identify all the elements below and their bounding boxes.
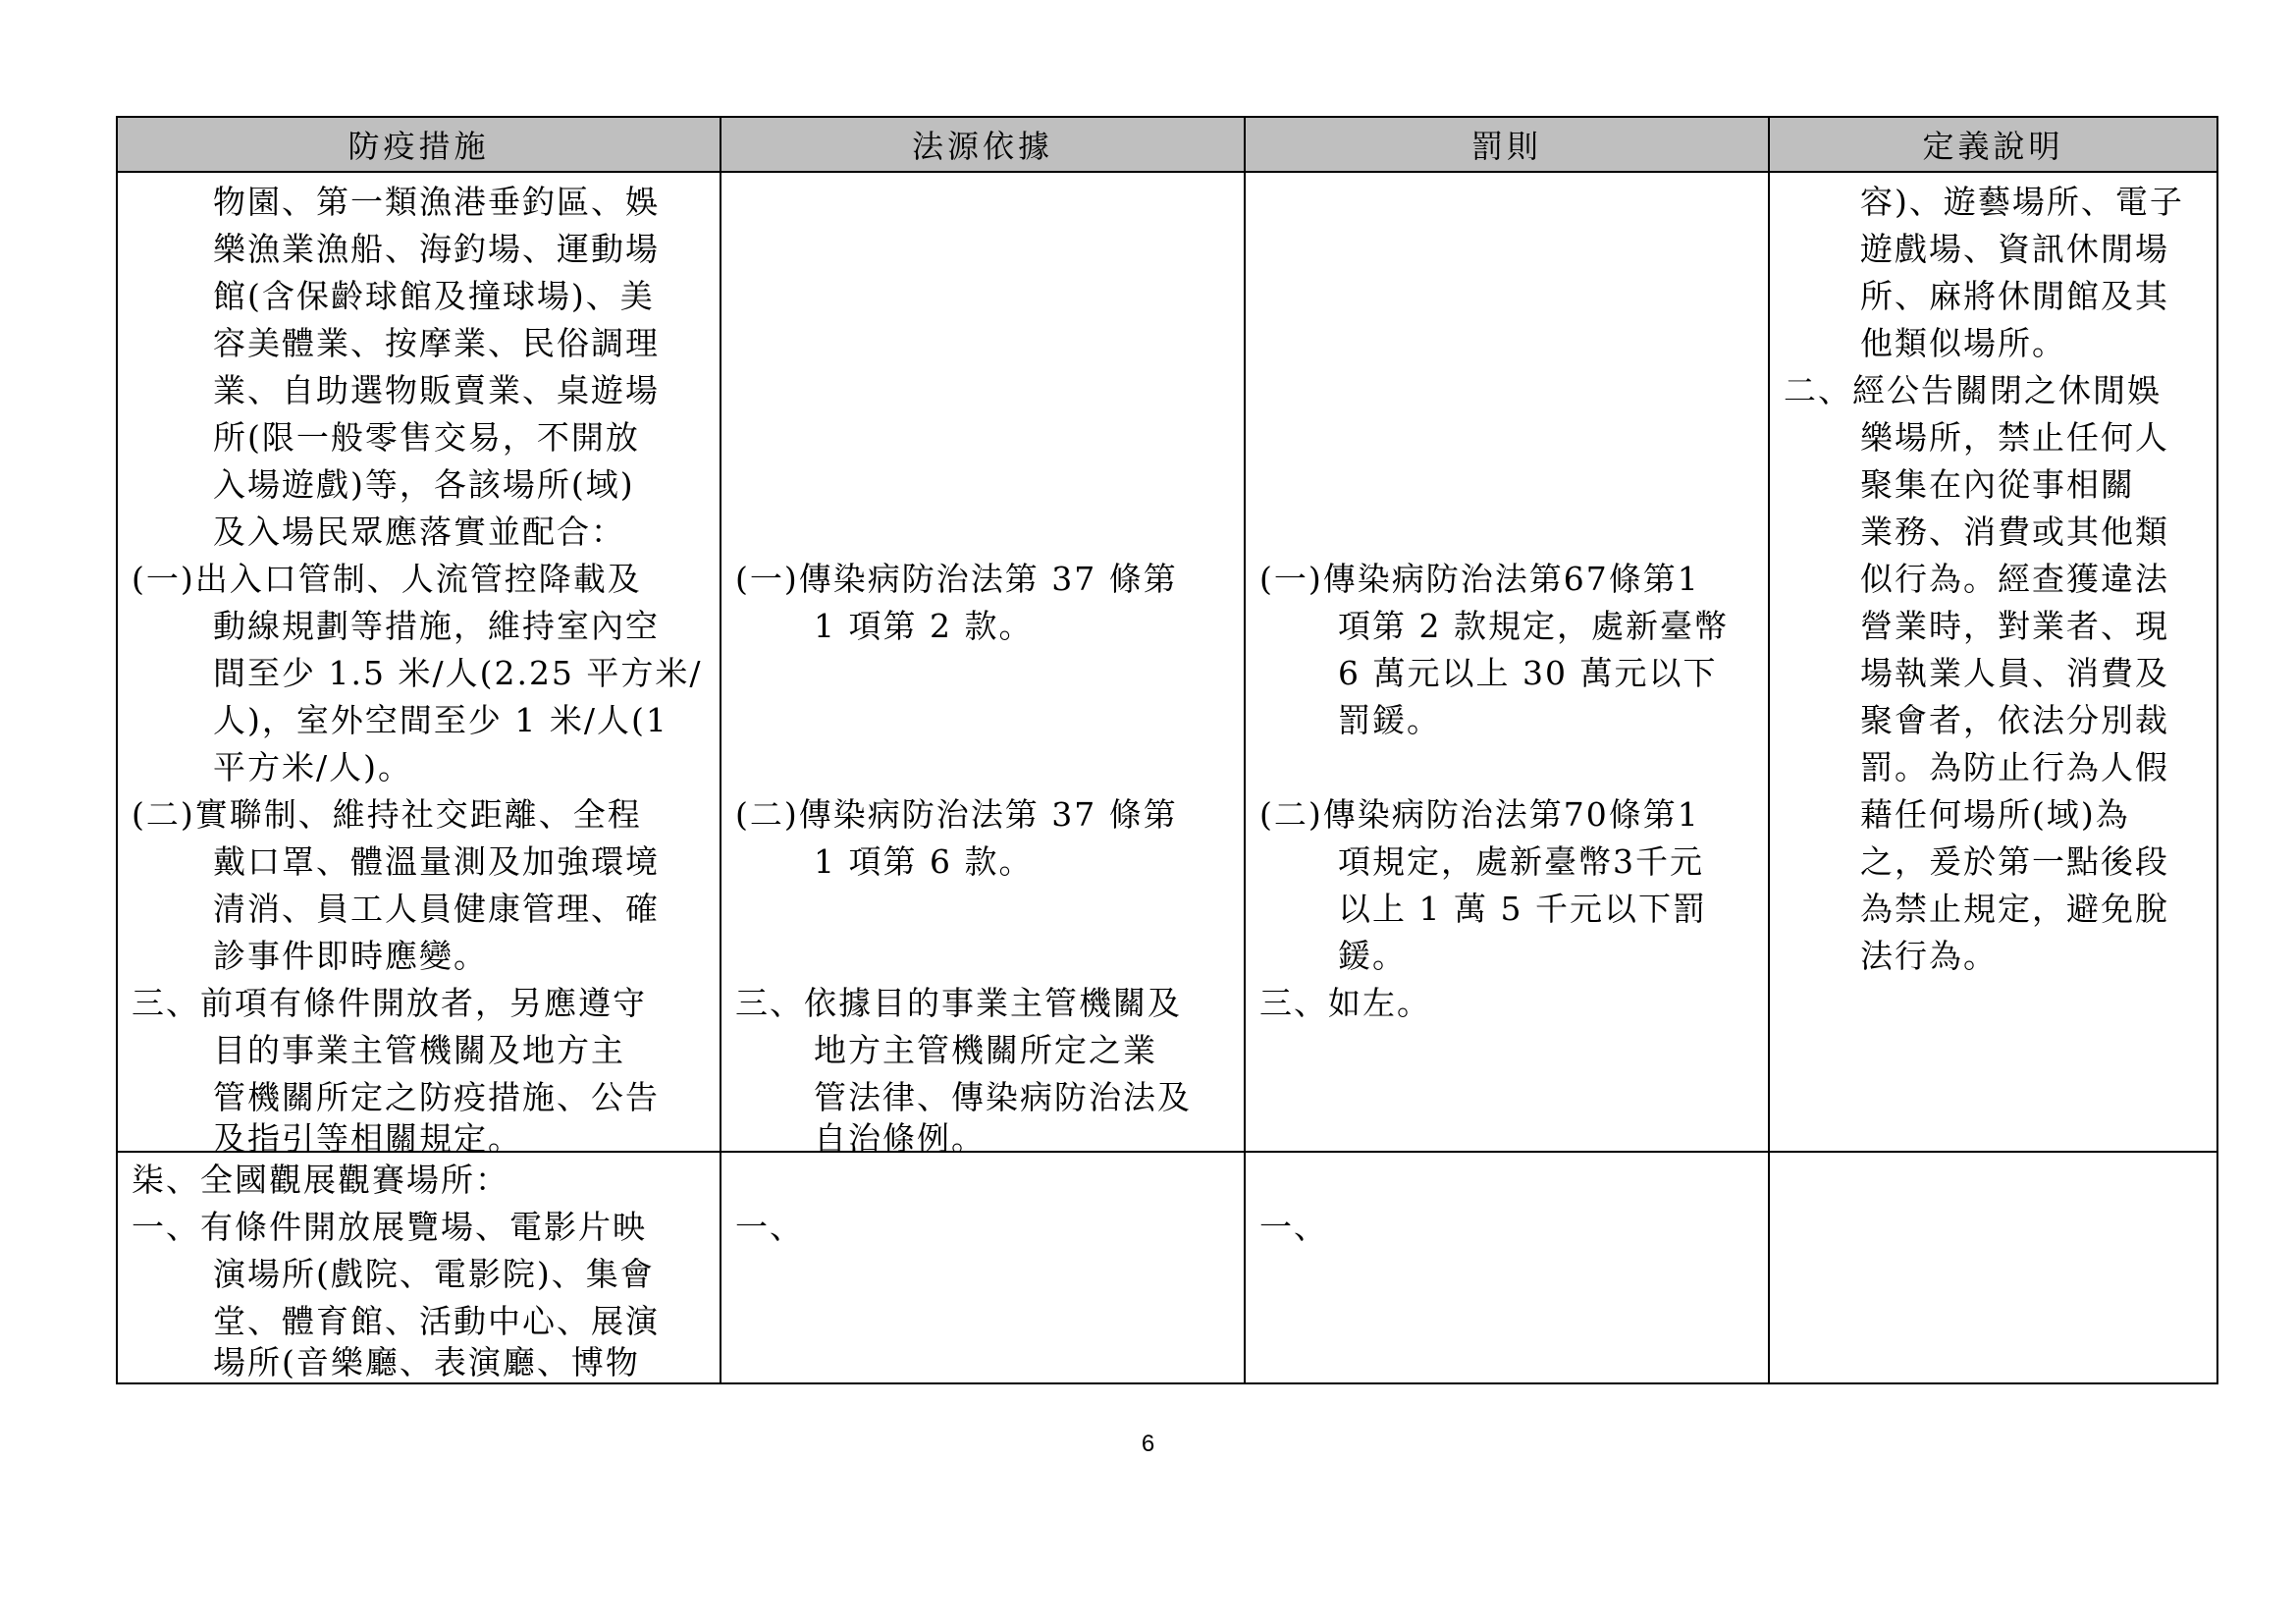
measures-cell: [117, 172, 721, 1158]
text-line: 診事件即時應變。: [213, 937, 488, 975]
text-line: 及指引等相關規定。: [213, 1119, 522, 1158]
header-legal-basis: 法源依據: [721, 117, 1245, 172]
header-definitions: 定義說明: [1769, 117, 2217, 172]
text-line: 人)，室外空間至少 1 米/人(1: [213, 701, 668, 739]
text-line: 遊戲場、資訊休閒場: [1860, 230, 2169, 268]
text-line: 他類似場所。: [1860, 324, 2066, 362]
penalties-cell: [1245, 172, 1769, 1152]
penalties-cell: [1245, 1152, 1769, 1383]
text-line: 1 項第 6 款。: [814, 842, 1034, 881]
text-line: 管法律、傳染病防治法及: [814, 1078, 1192, 1116]
text-line: 目的事業主管機關及地方主: [213, 1031, 625, 1069]
text-line: 場執業人員、消費及: [1860, 654, 2169, 692]
text-line: 柒、全國觀展觀賽場所：: [132, 1161, 509, 1199]
text-line: 營業時，對業者、現: [1860, 607, 2169, 645]
text-line: (二)實聯制、維持社交距離、全程: [132, 795, 642, 834]
header-measures: 防疫措施: [117, 117, 721, 172]
table-header-row: [117, 117, 2217, 172]
page-number: 6: [1141, 1431, 1155, 1457]
text-line: 管機關所定之防疫措施、公告: [213, 1078, 660, 1116]
text-line: 一、: [735, 1208, 804, 1246]
text-line: 藉任何場所(域)為: [1860, 795, 2130, 834]
text-line: 三、如左。: [1259, 984, 1431, 1022]
text-line: 平方米/人)。: [213, 748, 412, 786]
regulation-table: [116, 116, 2218, 1384]
measures-cell: [117, 1152, 721, 1383]
text-line: 及入場民眾應落實並配合：: [213, 513, 625, 551]
text-line: (一)出入口管制、人流管控降載及: [132, 560, 642, 598]
text-line: 容美體業、按摩業、民俗調理: [213, 324, 660, 362]
text-line: (一)傳染病防治法第 37 條第: [735, 560, 1178, 598]
text-line: 聚集在內從事相關: [1860, 465, 2135, 504]
text-line: (二)傳染病防治法第70條第1: [1259, 795, 1700, 834]
definitions-cell: [1769, 1152, 2217, 1383]
text-line: 三、前項有條件開放者，另應遵守: [132, 984, 647, 1022]
text-line: 館(含保齡球館及撞球場)、美: [213, 277, 655, 315]
definitions-cell: [1769, 172, 2217, 1152]
text-line: 罰。為防止行為人假: [1860, 748, 2169, 786]
text-line: 清消、員工人員健康管理、確: [213, 890, 660, 928]
legal-basis-cell: [721, 172, 1245, 1158]
text-line: 法行為。: [1860, 937, 1998, 975]
text-line: 罰鍰。: [1338, 701, 1441, 739]
text-line: 以上 1 萬 5 千元以下罰: [1338, 890, 1707, 928]
text-line: 項規定，處新臺幣3千元: [1338, 842, 1704, 881]
legal-basis-cell: [721, 1152, 1245, 1383]
text-line: 容)、遊藝場所、電子: [1860, 183, 2184, 221]
text-line: 堂、體育館、活動中心、展演: [213, 1302, 660, 1340]
text-line: 二、經公告關閉之休閒娛: [1784, 371, 2162, 409]
table-row: [117, 172, 2217, 1152]
text-line: 項第 2 款規定，處新臺幣: [1338, 607, 1729, 645]
text-line: 鍰。: [1338, 937, 1407, 975]
table-row: [117, 1152, 2217, 1383]
header-penalties: 罰則: [1245, 117, 1769, 172]
text-line: 一、有條件開放展覽場、電影片映: [132, 1208, 647, 1246]
text-line: 自治條例。: [814, 1119, 986, 1158]
text-line: 1 項第 2 款。: [814, 607, 1034, 645]
text-line: 演場所(戲院、電影院)、集會: [213, 1255, 655, 1293]
text-line: 戴口罩、體溫量測及加強環境: [213, 842, 660, 881]
text-line: 為禁止規定，避免脫: [1860, 890, 2169, 928]
text-line: 業、自助選物販賣業、桌遊場: [213, 371, 660, 409]
text-line: 地方主管機關所定之業: [814, 1031, 1157, 1069]
text-line: 物園、第一類漁港垂釣區、娛: [213, 183, 660, 221]
text-line: 業務、消費或其他類: [1860, 513, 2169, 551]
text-line: 聚會者，依法分別裁: [1860, 701, 2169, 739]
text-line: (二)傳染病防治法第 37 條第: [735, 795, 1178, 834]
text-line: 6 萬元以上 30 萬元以下: [1338, 654, 1718, 692]
text-line: 樂漁業漁船、海釣場、運動場: [213, 230, 660, 268]
text-line: 似行為。經查獲違法: [1860, 560, 2169, 598]
text-line: 所(限一般零售交易，不開放: [213, 418, 640, 457]
text-line: 動線規劃等措施，維持室內空: [213, 607, 660, 645]
text-line: (一)傳染病防治法第67條第1: [1259, 560, 1700, 598]
text-line: 所、麻將休閒館及其: [1860, 277, 2169, 315]
text-line: 間至少 1.5 米/人(2.25 平方米/: [213, 654, 703, 692]
text-line: 一、: [1259, 1208, 1328, 1246]
text-line: 場所(音樂廳、表演廳、博物: [213, 1343, 640, 1381]
text-line: 樂場所，禁止任何人: [1860, 418, 2169, 457]
text-line: 三、依據目的事業主管機關及: [735, 984, 1182, 1022]
text-line: 入場遊戲)等，各該場所(域): [213, 465, 635, 504]
text-line: 之，爰於第一點後段: [1860, 842, 2169, 881]
